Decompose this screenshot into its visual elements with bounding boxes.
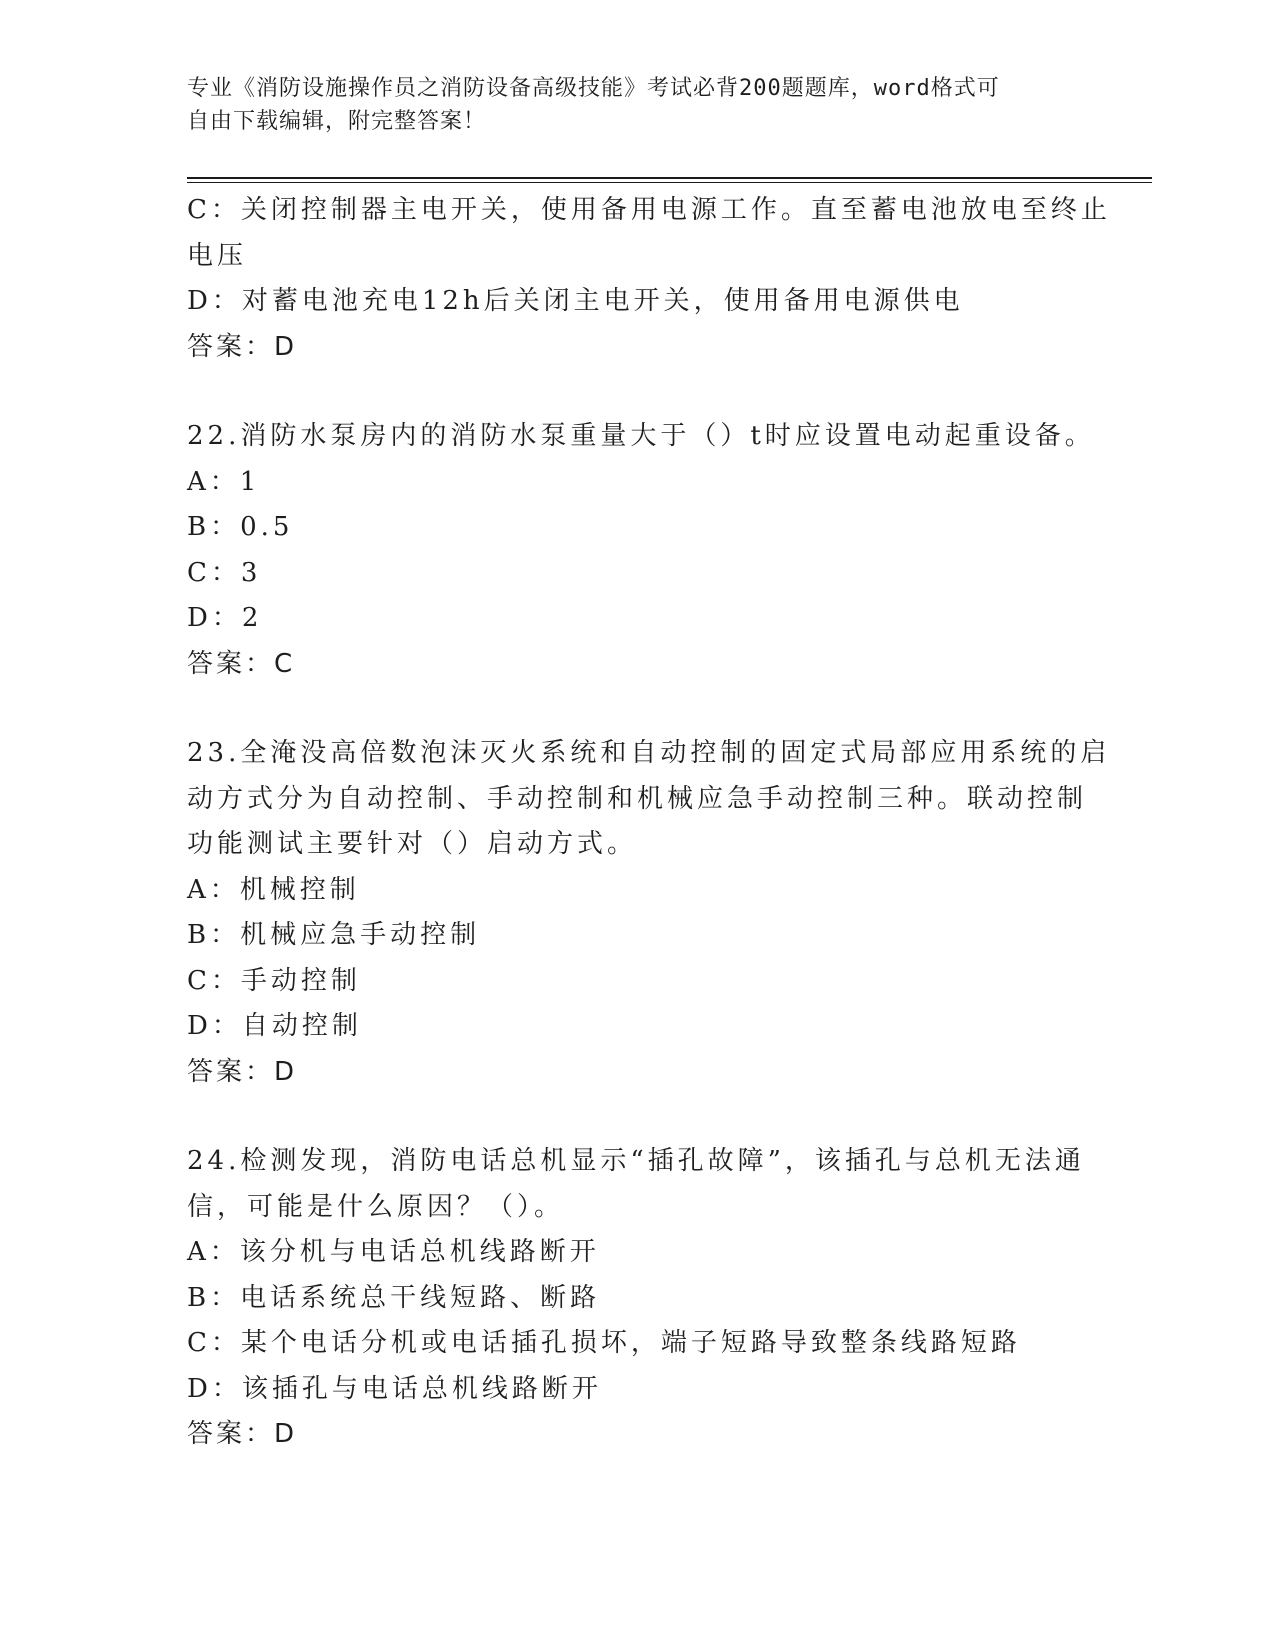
spacer [187, 370, 1087, 414]
option-c-continued: 电压 [187, 240, 248, 271]
option-c: C：某个电话分机或电话插孔损坏，端子短路导致整条线路短路 [187, 1328, 1021, 1358]
question-stem: 23.全淹没高倍数泡沫灭火系统和自动控制的固定式局部应用系统的启 [187, 738, 1111, 768]
document-header [187, 72, 1067, 138]
spacer [187, 1095, 1087, 1139]
spacer [187, 687, 1087, 731]
question-stem-continued: 功能测试主要针对（）启动方式。 [187, 829, 638, 859]
answer: 答案：D [187, 331, 298, 362]
option-d: D：2 [187, 603, 263, 633]
question-stem: 24.检测发现，消防电话总机显示“插孔故障”，该插孔与总机无法通 [187, 1146, 1085, 1176]
question-block-22 [187, 414, 1095, 687]
header-line-1: 专业《消防设施操作员之消防设备高级技能》考试必背200题题库，word格式可 [187, 76, 1000, 101]
option-c: C：3 [187, 557, 262, 588]
question-block-21 [187, 188, 1111, 370]
question-content [187, 188, 1111, 1458]
question-stem-continued: 信，可能是什么原因？（）。 [187, 1191, 565, 1222]
option-b: B：0.5 [187, 512, 294, 542]
header-divider-thick [187, 177, 1152, 179]
option-b: B：电话系统总干线短路、断路 [187, 1282, 601, 1313]
option-d: D：该插孔与电话总机线路断开 [187, 1373, 602, 1404]
question-stem: 22.消防水泵房内的消防水泵重量大于（）t时应设置电动起重设备。 [187, 421, 1095, 451]
answer: 答案：C [187, 648, 296, 679]
option-d: D：自动控制 [187, 1011, 362, 1041]
question-block-23 [187, 731, 1111, 1095]
option-a: A：1 [187, 466, 261, 497]
question-stem-continued: 动方式分为自动控制、手动控制和机械应急手动控制三种。联动控制 [187, 783, 1088, 814]
answer: 答案：D [187, 1056, 298, 1087]
header-line-2: 自由下载编辑，附完整答案！ [187, 109, 487, 134]
option-b: B：机械应急手动控制 [187, 920, 481, 950]
option-a: A：机械控制 [187, 874, 360, 905]
option-c: C：关闭控制器主电开关，使用备用电源工作。直至蓄电池放电至终止 [187, 195, 1111, 225]
option-c: C：手动控制 [187, 965, 361, 996]
answer: 答案：D [187, 1419, 298, 1449]
header-divider-thin [187, 182, 1152, 183]
option-a: A：该分机与电话总机线路断开 [187, 1237, 600, 1267]
question-block-24 [187, 1139, 1087, 1458]
option-d: D：对蓄电池充电12h后关闭主电开关，使用备用电源供电 [187, 286, 964, 316]
